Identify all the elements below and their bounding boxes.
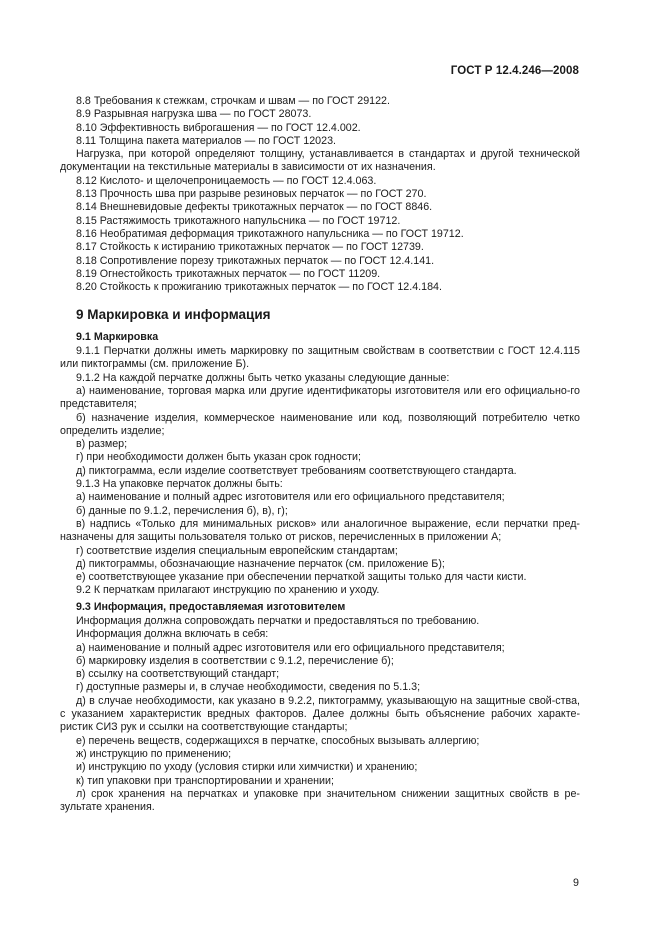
- list-item: д) пиктограммы, обозначающие назначение перчаток (см. приложение Б);: [76, 557, 445, 570]
- list-item: в) надпись «Только для минимальных рисков» или аналогичное выражение, если перчатки пред-назначены для защиты пользователя только от рисков, перечисленных в приложении А;: [60, 517, 580, 544]
- item-9-1-2: 9.1.2 На каждой перчатке должны быть четко указаны следующие данные:: [76, 371, 450, 384]
- item-8-18: 8.18 Сопротивление порезу трикотажных перчаток — по ГОСТ 12.4.141.: [76, 254, 435, 267]
- document-code: ГОСТ Р 12.4.246—2008: [450, 65, 579, 77]
- item-8-9: 8.9 Разрывная нагрузка шва — по ГОСТ 28073.: [76, 108, 312, 121]
- item-8-20: 8.20 Стойкость к прожиганию трикотажных перчаток — по ГОСТ 12.4.184.: [76, 281, 442, 294]
- list-item: б) маркировку изделия в соответствии с 9.1.2, перечисление б);: [76, 654, 394, 667]
- page-number: 9: [573, 877, 579, 889]
- list-item: б) назначение изделия, коммерческое наименование или код, позволяющий потребителю четко определить изделие;: [60, 411, 580, 437]
- list-item: д) пиктограмма, если изделие соответствует требованиям соответствующего стандарта.: [76, 464, 517, 477]
- list-item: и) инструкцию по уходу (условия стирки или химчистки) и хранению;: [76, 761, 418, 774]
- list-item: в) размер;: [76, 438, 128, 451]
- list-item: а) наименование, торговая марка или другие идентификаторы изготовителя или его официально-го представителя;: [60, 384, 580, 411]
- item-9-1-3: 9.1.3 На упаковке перчаток должны быть:: [76, 478, 283, 491]
- list-item: а) наименование и полный адрес изготовителя или его официального представителя;: [76, 641, 505, 654]
- list-item: г) доступные размеры и, в случае необходимости, сведения по 5.1.3;: [76, 681, 421, 694]
- item-8-19: 8.19 Огнестойкость трикотажных перчаток — по ГОСТ 11209.: [76, 267, 381, 280]
- list-item: г) при необходимости должен быть указан срок годности;: [76, 451, 361, 464]
- item-8-15: 8.15 Растяжимость трикотажного напульсника — по ГОСТ 19712.: [76, 214, 401, 227]
- list-item: е) соответствующее указание при обеспечении перчаткой защиты только для части кисти.: [76, 571, 527, 584]
- subsection-9-3-title: 9.3 Информация, предоставляемая изготовителем: [76, 600, 346, 613]
- load-note: Нагрузка, при которой определяют толщину, устанавливается в стандартах и другой технической документации на текстильные материалы в зависимости от их назначения.: [60, 148, 580, 174]
- item-8-17: 8.17 Стойкость к истиранию трикотажных перчаток — по ГОСТ 12739.: [76, 241, 424, 254]
- subsection-9-1-title: 9.1 Маркировка: [76, 330, 159, 343]
- list-item: а) наименование и полный адрес изготовителя или его официального представителя;: [76, 491, 505, 504]
- item-9-2: 9.2 К перчаткам прилагают инструкцию по хранению и уходу.: [76, 584, 380, 597]
- item-8-16: 8.16 Необратимая деформация трикотажного напульсника — по ГОСТ 19712.: [76, 227, 464, 240]
- list-item: г) соответствие изделия специальным европейским стандартам;: [76, 544, 398, 557]
- item-8-10: 8.10 Эффективность виброгашения — по ГОСТ 12.4.002.: [76, 121, 361, 134]
- item-9-1-1: 9.1.1 Перчатки должны иметь маркировку по защитным свойствам в соответствии с ГОСТ 12.4.115 или пиктограммы (см. приложение Б).: [60, 345, 580, 371]
- paragraph: Информация должна включать в себя:: [76, 628, 269, 641]
- list-item: к) тип упаковки при транспортировании и хранении;: [76, 774, 334, 787]
- list-item: д) в случае необходимости, как указано в 9.2.2, пиктограмму, указывающую на защитные свой-ства, с указанием характеристик вредных факторов. Далее должны быть объяснение рабочих характе-ристик СИЗ рук и ссылки на соответствующие стандарты;: [60, 694, 580, 734]
- list-item: л) срок хранения на перчатках и упаковке при значительном снижении защитных свойств в ре-зультате хранения.: [60, 787, 580, 814]
- list-item: в) ссылку на соответствующий стандарт;: [76, 668, 280, 681]
- item-8-13: 8.13 Прочность шва при разрыве резиновых перчаток — по ГОСТ 270.: [76, 188, 427, 201]
- section-9-title: 9 Маркировка и информация: [76, 307, 271, 323]
- item-8-12: 8.12 Кислото- и щелочепроницаемость — по ГОСТ 12.4.063.: [76, 174, 377, 187]
- item-8-8: 8.8 Требования к стежкам, строчкам и швам — по ГОСТ 29122.: [76, 95, 390, 107]
- item-8-14: 8.14 Внешневидовые дефекты трикотажных перчаток — по ГОСТ 8846.: [76, 201, 433, 214]
- paragraph: Информация должна сопровождать перчатки и предоставляться по требованию.: [76, 614, 480, 627]
- list-item: б) данные по 9.1.2, перечисления б), в), г);: [76, 504, 288, 517]
- list-item: ж) инструкцию по применению;: [76, 747, 232, 760]
- list-item: е) перечень веществ, содержащихся в перчатке, способных вызывать аллергию;: [76, 734, 480, 747]
- document-body: [60, 95, 580, 814]
- item-8-11: 8.11 Толщина пакета материалов — по ГОСТ 12023.: [76, 134, 336, 147]
